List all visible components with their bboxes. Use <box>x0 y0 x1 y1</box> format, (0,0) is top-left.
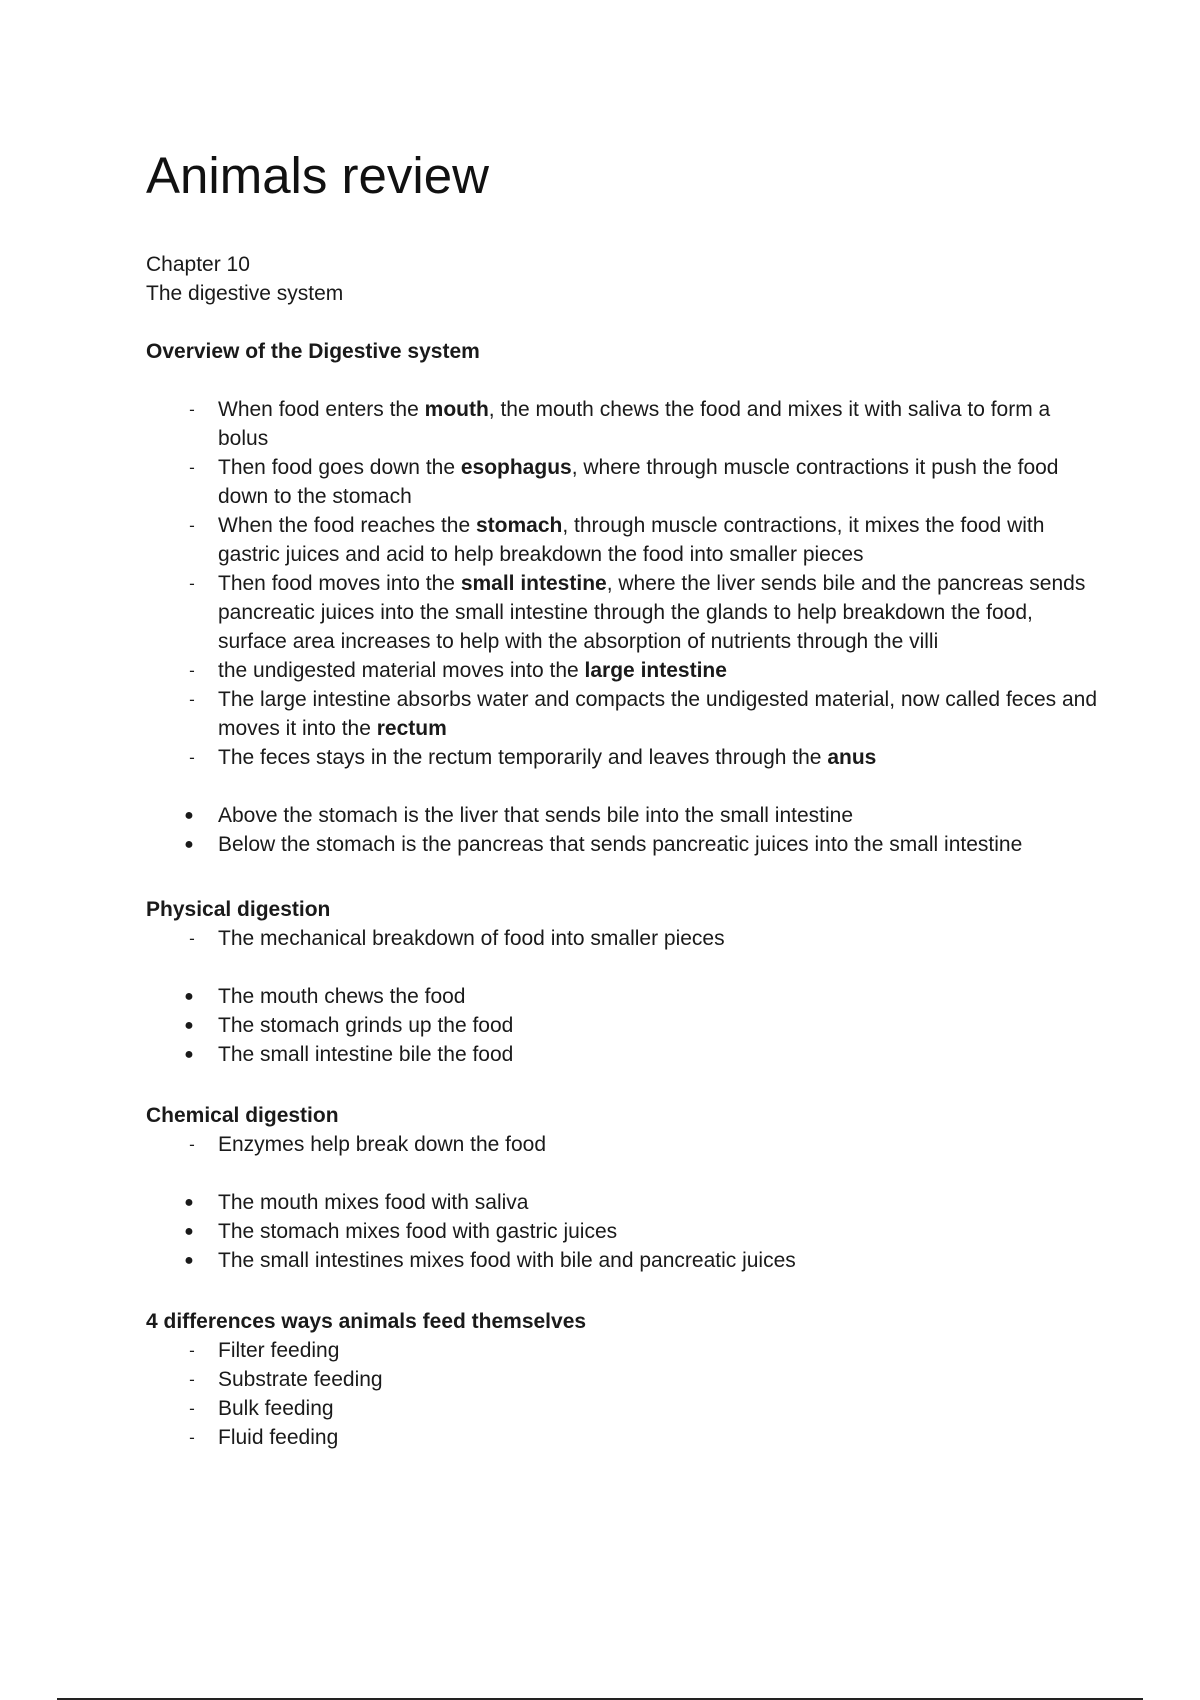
list-item: - Fluid feeding <box>146 1423 1106 1452</box>
dash-marker: - <box>189 400 195 419</box>
chemical-bullet-list <box>146 1188 1106 1275</box>
list-item: - Bulk feeding <box>146 1394 1106 1423</box>
chapter-subtitle: The digestive system <box>146 282 344 305</box>
dash-marker: - <box>189 574 195 593</box>
overview-dash-list <box>146 395 1106 772</box>
dash-marker: - <box>189 1341 195 1360</box>
section-heading: Overview of the Digestive system <box>146 340 480 363</box>
bullet-marker: ● <box>184 807 194 824</box>
section-overview <box>146 337 1106 859</box>
dash-marker: - <box>189 1399 195 1418</box>
list-item: - the undigested material moves into the large intestine <box>146 656 1106 685</box>
list-item: ● Below the stomach is the pancreas that sends pancreatic juices into the small intestine <box>146 830 1106 859</box>
chapter-block <box>146 250 343 308</box>
section-heading: 4 differences ways animals feed themselves <box>146 1310 587 1333</box>
list-item: ● The stomach mixes food with gastric juices <box>146 1217 1106 1246</box>
dash-marker: - <box>189 1135 195 1154</box>
dash-marker: - <box>189 1370 195 1389</box>
bullet-marker: ● <box>184 1194 194 1211</box>
dash-marker: - <box>189 661 195 680</box>
section-heading: Physical digestion <box>146 898 331 921</box>
feeding-dash-list <box>146 1336 1106 1452</box>
list-item: - Substrate feeding <box>146 1365 1106 1394</box>
list-item: - Filter feeding <box>146 1336 1106 1365</box>
list-item: - Enzymes help break down the food <box>146 1130 1106 1159</box>
chapter-label: Chapter 10 <box>146 253 250 276</box>
list-item: ● The mouth mixes food with saliva <box>146 1188 1106 1217</box>
list-item: - When food enters the mouth, the mouth chews the food and mixes it with saliva to form a bolus <box>146 395 1106 453</box>
section-chemical-digestion <box>146 1101 1106 1275</box>
overview-bullet-list <box>146 801 1106 859</box>
bullet-marker: ● <box>184 988 194 1005</box>
section-feeding-ways <box>146 1307 1106 1452</box>
section-physical-digestion <box>146 895 1106 1069</box>
bullet-marker: ● <box>184 1252 194 1269</box>
list-item: - When the food reaches the stomach, through muscle contractions, it mixes the food with gastric juices and acid to help breakdown the food into smaller pieces <box>146 511 1106 569</box>
dash-marker: - <box>189 1428 195 1447</box>
bullet-marker: ● <box>184 1046 194 1063</box>
list-item: ● Above the stomach is the liver that sends bile into the small intestine <box>146 801 1106 830</box>
list-item: - The mechanical breakdown of food into smaller pieces <box>146 924 1106 953</box>
list-item: - The large intestine absorbs water and compacts the undigested material, now called feces and moves it into the rectum <box>146 685 1106 743</box>
dash-marker: - <box>189 929 195 948</box>
dash-marker: - <box>189 748 195 767</box>
physical-dash-list <box>146 924 1106 953</box>
dash-marker: - <box>189 516 195 535</box>
physical-bullet-list <box>146 982 1106 1069</box>
list-item: ● The stomach grinds up the food <box>146 1011 1106 1040</box>
list-item: ● The small intestines mixes food with bile and pancreatic juices <box>146 1246 1106 1275</box>
bullet-marker: ● <box>184 1017 194 1034</box>
list-item: - Then food moves into the small intestine, where the liver sends bile and the pancreas sends pancreatic juices into the small intestine through the glands to help breakdown the food, surface area increases to help with the absorption of nutrients through the villi <box>146 569 1106 656</box>
section-heading: Chemical digestion <box>146 1104 339 1127</box>
list-item: ● The mouth chews the food <box>146 982 1106 1011</box>
list-item: - Then food goes down the esophagus, where through muscle contractions it push the food down to the stomach <box>146 453 1106 511</box>
dash-marker: - <box>189 458 195 477</box>
bullet-marker: ● <box>184 836 194 853</box>
bullet-marker: ● <box>184 1223 194 1240</box>
list-item: ● The small intestine bile the food <box>146 1040 1106 1069</box>
chemical-dash-list <box>146 1130 1106 1159</box>
list-item: - The feces stays in the rectum temporarily and leaves through the anus <box>146 743 1106 772</box>
page-title: Animals review <box>146 147 489 204</box>
dash-marker: - <box>189 690 195 709</box>
